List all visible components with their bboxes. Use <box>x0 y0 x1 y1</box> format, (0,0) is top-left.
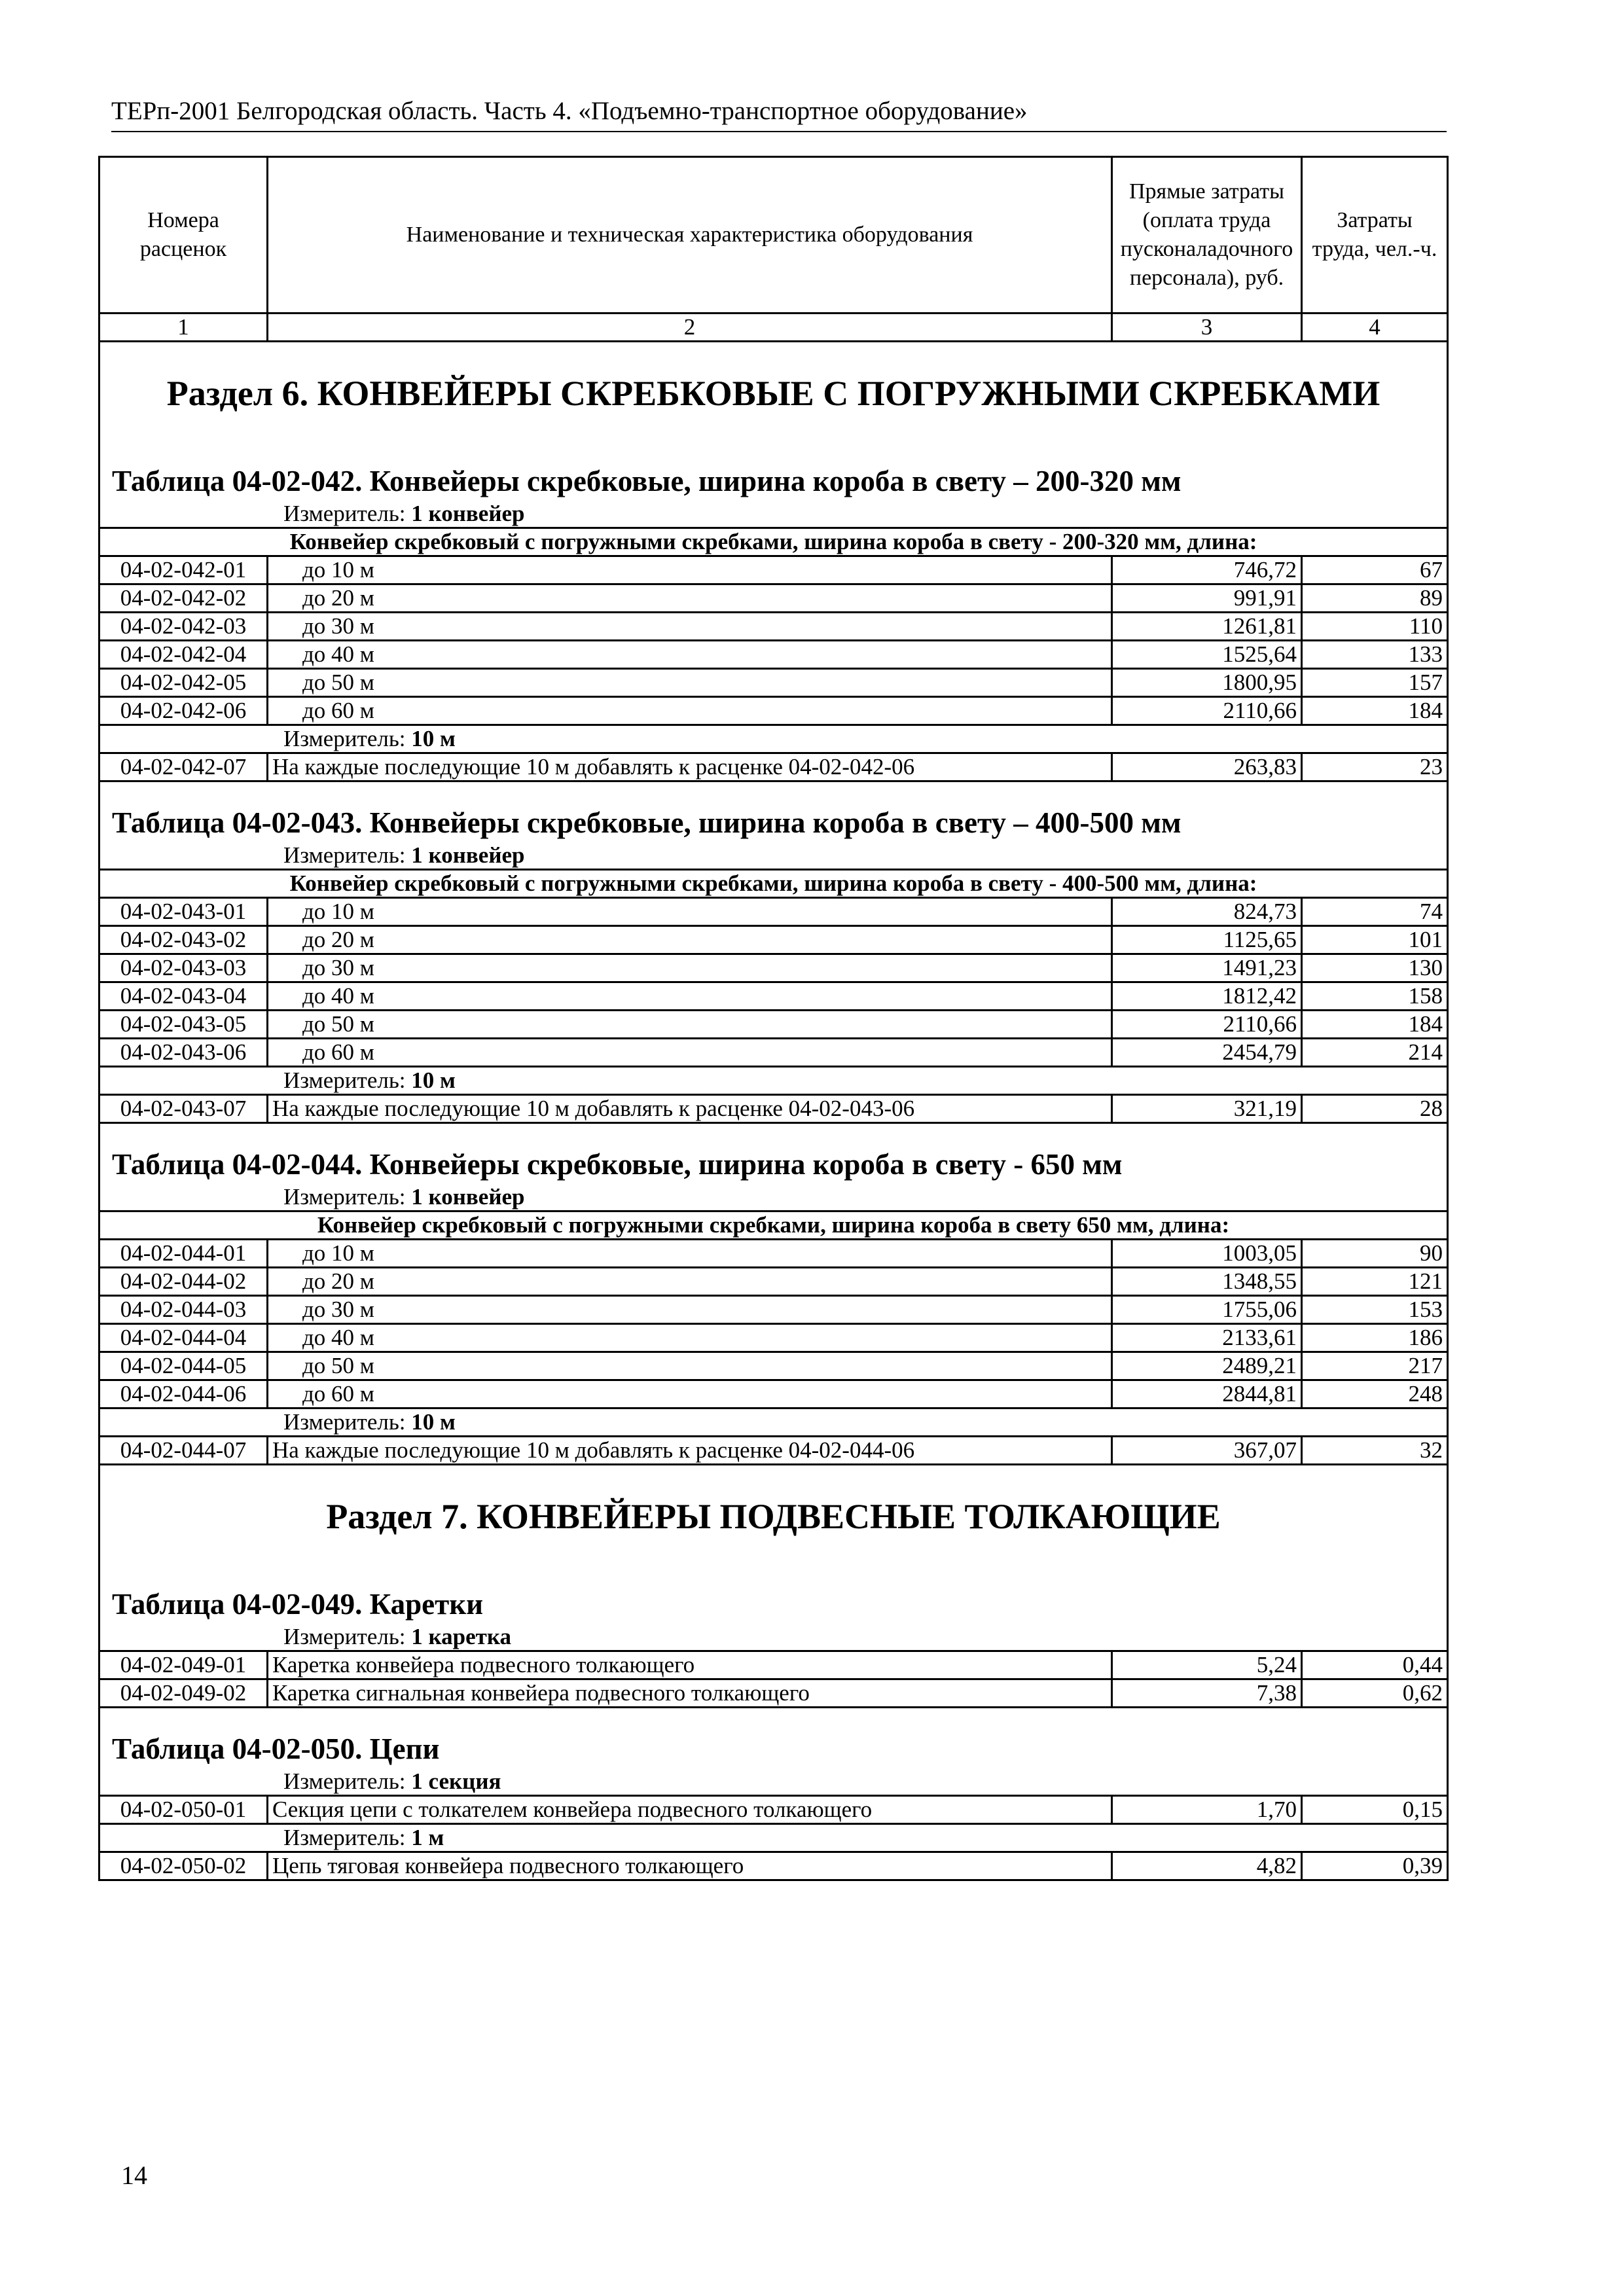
direct-cost: 2133,61 <box>1112 1324 1302 1352</box>
table-bottom-edge <box>99 1880 1448 1882</box>
rate-code: 04-02-050-02 <box>99 1852 268 1880</box>
labor-cost: 74 <box>1302 898 1448 926</box>
direct-cost: 746,72 <box>1112 556 1302 584</box>
table-row <box>99 1095 1448 1123</box>
rate-code: 04-02-043-01 <box>99 898 268 926</box>
equipment-name: На каждые последующие 10 м добавлять к расценке 04-02-042-06 <box>268 753 1112 781</box>
labor-cost: 121 <box>1302 1268 1448 1296</box>
measure <box>99 501 1448 528</box>
equipment-name: до 50 м <box>268 669 1112 697</box>
measure-row <box>99 501 1448 528</box>
measure-value: 10 м <box>411 1067 456 1093</box>
group-subheader: Конвейер скребковый с погружными скребками, ширина короба в свету - 200-320 мм, длина: <box>99 528 1448 556</box>
equipment-name: до 50 м <box>268 1352 1112 1380</box>
equipment-name: Цепь тяговая конвейера подвесного толкающего <box>268 1852 1112 1880</box>
direct-cost: 2844,81 <box>1112 1380 1302 1408</box>
rate-code: 04-02-044-07 <box>99 1437 268 1465</box>
direct-cost: 1,70 <box>1112 1796 1302 1824</box>
rate-code: 04-02-043-03 <box>99 954 268 982</box>
table-row <box>99 1039 1448 1067</box>
direct-cost: 1125,65 <box>1112 926 1302 954</box>
measure-label: Измеритель: <box>283 1825 406 1850</box>
column-number-row <box>99 314 1448 342</box>
table-row <box>99 982 1448 1011</box>
labor-cost: 32 <box>1302 1437 1448 1465</box>
measure-value: 10 м <box>411 1409 456 1435</box>
rate-code: 04-02-043-04 <box>99 982 268 1011</box>
direct-cost: 263,83 <box>1112 753 1302 781</box>
section-title: Раздел 7. КОНВЕЙЕРЫ ПОДВЕСНЫЕ ТОЛКАЮЩИЕ <box>99 1465 1448 1564</box>
column-header: Прямые затраты (оплата труда пусконаладочного персонала), руб. <box>1112 157 1302 314</box>
table-title: Таблица 04-02-049. Каретки <box>99 1564 1448 1624</box>
direct-cost: 1261,81 <box>1112 613 1302 641</box>
direct-cost: 1003,05 <box>1112 1240 1302 1268</box>
rate-code: 04-02-044-05 <box>99 1352 268 1380</box>
labor-cost: 28 <box>1302 1095 1448 1123</box>
labor-cost: 101 <box>1302 926 1448 954</box>
measure <box>99 1408 1448 1437</box>
rate-code: 04-02-042-02 <box>99 584 268 613</box>
table-row <box>99 926 1448 954</box>
equipment-name: до 50 м <box>268 1011 1112 1039</box>
equipment-name: до 60 м <box>268 697 1112 725</box>
table-row <box>99 1352 1448 1380</box>
rate-code: 04-02-043-05 <box>99 1011 268 1039</box>
equipment-name: до 40 м <box>268 982 1112 1011</box>
direct-cost: 1755,06 <box>1112 1296 1302 1324</box>
direct-cost: 1800,95 <box>1112 669 1302 697</box>
measure <box>99 1067 1448 1095</box>
column-header: Наименование и техническая характеристика оборудования <box>268 157 1112 314</box>
measure-value: 1 секция <box>411 1768 501 1794</box>
direct-cost: 367,07 <box>1112 1437 1302 1465</box>
table-title-row <box>99 1708 1448 1769</box>
direct-cost: 4,82 <box>1112 1852 1302 1880</box>
rate-code: 04-02-042-05 <box>99 669 268 697</box>
section-title-row <box>99 1465 1448 1564</box>
header-rule <box>111 131 1447 132</box>
measure-row <box>99 1824 1448 1852</box>
equipment-name: до 30 м <box>268 1296 1112 1324</box>
measure-row <box>99 725 1448 753</box>
rate-code: 04-02-044-06 <box>99 1380 268 1408</box>
equipment-name: На каждые последующие 10 м добавлять к расценке 04-02-044-06 <box>268 1437 1112 1465</box>
table-title: Таблица 04-02-044. Конвейеры скребковые, ширина короба в свету - 650 мм <box>99 1123 1448 1185</box>
measure-row <box>99 1408 1448 1437</box>
labor-cost: 0,15 <box>1302 1796 1448 1824</box>
equipment-name: до 20 м <box>268 584 1112 613</box>
labor-cost: 67 <box>1302 556 1448 584</box>
labor-cost: 186 <box>1302 1324 1448 1352</box>
direct-cost: 1525,64 <box>1112 641 1302 669</box>
labor-cost: 89 <box>1302 584 1448 613</box>
rate-code: 04-02-042-04 <box>99 641 268 669</box>
labor-cost: 214 <box>1302 1039 1448 1067</box>
direct-cost: 2489,21 <box>1112 1352 1302 1380</box>
table-row <box>99 1240 1448 1268</box>
table-row <box>99 584 1448 613</box>
measure <box>99 725 1448 753</box>
table-row <box>99 1296 1448 1324</box>
measure-label: Измеритель: <box>283 501 406 526</box>
labor-cost: 110 <box>1302 613 1448 641</box>
table-row <box>99 1796 1448 1824</box>
group-subheader-row <box>99 870 1448 898</box>
labor-cost: 133 <box>1302 641 1448 669</box>
column-number: 1 <box>99 314 268 342</box>
measure <box>99 1768 1448 1796</box>
table-row <box>99 1011 1448 1039</box>
table-row <box>99 1437 1448 1465</box>
direct-cost: 824,73 <box>1112 898 1302 926</box>
column-number: 2 <box>268 314 1112 342</box>
equipment-name: Каретка конвейера подвесного толкающего <box>268 1651 1112 1679</box>
page-number: 14 <box>121 2161 147 2190</box>
rate-code: 04-02-043-07 <box>99 1095 268 1123</box>
measure-value: 1 каретка <box>411 1624 511 1649</box>
table-row <box>99 613 1448 641</box>
table-row <box>99 954 1448 982</box>
table-title-row <box>99 781 1448 843</box>
rates-table <box>98 156 1449 1881</box>
labor-cost: 0,44 <box>1302 1651 1448 1679</box>
equipment-name: до 40 м <box>268 641 1112 669</box>
equipment-name: до 60 м <box>268 1039 1112 1067</box>
column-number: 3 <box>1112 314 1302 342</box>
direct-cost: 1491,23 <box>1112 954 1302 982</box>
group-subheader: Конвейер скребковый с погружными скребками, ширина короба в свету 650 мм, длина: <box>99 1211 1448 1240</box>
rates-table-body <box>99 157 1448 1882</box>
equipment-name: Секция цепи с толкателем конвейера подвесного толкающего <box>268 1796 1112 1824</box>
section-title-row <box>99 342 1448 441</box>
rate-code: 04-02-049-01 <box>99 1651 268 1679</box>
labor-cost: 217 <box>1302 1352 1448 1380</box>
table-row <box>99 1679 1448 1708</box>
direct-cost: 1348,55 <box>1112 1268 1302 1296</box>
measure <box>99 842 1448 870</box>
measure-value: 1 м <box>411 1825 444 1850</box>
table-end-row <box>99 1880 1448 1882</box>
equipment-name: до 10 м <box>268 556 1112 584</box>
rate-code: 04-02-043-06 <box>99 1039 268 1067</box>
measure-label: Измеритель: <box>283 1067 406 1093</box>
column-header: Номера расценок <box>99 157 268 314</box>
measure-row <box>99 1184 1448 1211</box>
measure <box>99 1624 1448 1651</box>
rate-code: 04-02-042-06 <box>99 697 268 725</box>
direct-cost: 991,91 <box>1112 584 1302 613</box>
measure-value: 10 м <box>411 726 456 751</box>
measure-label: Измеритель: <box>283 1768 406 1794</box>
measure-label: Измеритель: <box>283 1409 406 1435</box>
labor-cost: 158 <box>1302 982 1448 1011</box>
direct-cost: 2110,66 <box>1112 697 1302 725</box>
equipment-name: до 10 м <box>268 1240 1112 1268</box>
direct-cost: 2454,79 <box>1112 1039 1302 1067</box>
rate-code: 04-02-044-01 <box>99 1240 268 1268</box>
direct-cost: 7,38 <box>1112 1679 1302 1708</box>
measure-value: 1 конвейер <box>411 842 525 868</box>
table-row <box>99 669 1448 697</box>
labor-cost: 23 <box>1302 753 1448 781</box>
column-header: Затраты труда, чел.-ч. <box>1302 157 1448 314</box>
labor-cost: 0,62 <box>1302 1679 1448 1708</box>
table-title-row <box>99 1564 1448 1624</box>
equipment-name: до 60 м <box>268 1380 1112 1408</box>
measure-row <box>99 1067 1448 1095</box>
table-row <box>99 1324 1448 1352</box>
equipment-name: до 30 м <box>268 613 1112 641</box>
measure-row <box>99 1624 1448 1651</box>
table-title: Таблица 04-02-042. Конвейеры скребковые, ширина короба в свету – 200-320 мм <box>99 440 1448 501</box>
measure-label: Измеритель: <box>283 1624 406 1649</box>
direct-cost: 321,19 <box>1112 1095 1302 1123</box>
rate-code: 04-02-043-02 <box>99 926 268 954</box>
group-subheader-row <box>99 528 1448 556</box>
labor-cost: 184 <box>1302 1011 1448 1039</box>
measure-value: 1 конвейер <box>411 1184 525 1210</box>
labor-cost: 130 <box>1302 954 1448 982</box>
group-subheader: Конвейер скребковый с погружными скребками, ширина короба в свету - 400-500 мм, длина: <box>99 870 1448 898</box>
table-title: Таблица 04-02-050. Цепи <box>99 1708 1448 1769</box>
rate-code: 04-02-050-01 <box>99 1796 268 1824</box>
table-row <box>99 641 1448 669</box>
equipment-name: до 10 м <box>268 898 1112 926</box>
table-row <box>99 556 1448 584</box>
direct-cost: 1812,42 <box>1112 982 1302 1011</box>
rate-code: 04-02-044-03 <box>99 1296 268 1324</box>
table-title: Таблица 04-02-043. Конвейеры скребковые, ширина короба в свету – 400-500 мм <box>99 781 1448 843</box>
labor-cost: 90 <box>1302 1240 1448 1268</box>
rate-code: 04-02-044-04 <box>99 1324 268 1352</box>
table-title-row <box>99 1123 1448 1185</box>
direct-cost: 5,24 <box>1112 1651 1302 1679</box>
measure-label: Измеритель: <box>283 1184 406 1210</box>
table-row <box>99 697 1448 725</box>
equipment-name: до 30 м <box>268 954 1112 982</box>
equipment-name: Каретка сигнальная конвейера подвесного толкающего <box>268 1679 1112 1708</box>
measure-row <box>99 1768 1448 1796</box>
measure-label: Измеритель: <box>283 842 406 868</box>
equipment-name: до 20 м <box>268 926 1112 954</box>
table-row <box>99 1852 1448 1880</box>
section-title: Раздел 6. КОНВЕЙЕРЫ СКРЕБКОВЫЕ С ПОГРУЖНЫМИ СКРЕБКАМИ <box>99 342 1448 441</box>
rate-code: 04-02-042-03 <box>99 613 268 641</box>
labor-cost: 153 <box>1302 1296 1448 1324</box>
equipment-name: На каждые последующие 10 м добавлять к расценке 04-02-043-06 <box>268 1095 1112 1123</box>
table-row <box>99 1268 1448 1296</box>
rate-code: 04-02-049-02 <box>99 1679 268 1708</box>
direct-cost: 2110,66 <box>1112 1011 1302 1039</box>
table-row <box>99 898 1448 926</box>
table-title-row <box>99 440 1448 501</box>
labor-cost: 248 <box>1302 1380 1448 1408</box>
measure-row <box>99 842 1448 870</box>
group-subheader-row <box>99 1211 1448 1240</box>
column-header-row <box>99 157 1448 314</box>
table-row <box>99 753 1448 781</box>
rate-code: 04-02-042-07 <box>99 753 268 781</box>
measure-label: Измеритель: <box>283 726 406 751</box>
labor-cost: 157 <box>1302 669 1448 697</box>
measure <box>99 1824 1448 1852</box>
column-number: 4 <box>1302 314 1448 342</box>
labor-cost: 0,39 <box>1302 1852 1448 1880</box>
running-header: ТЕРп-2001 Белгородская область. Часть 4. «Подъемно-транспортное оборудование» <box>111 97 1028 125</box>
measure <box>99 1184 1448 1211</box>
labor-cost: 184 <box>1302 697 1448 725</box>
rate-code: 04-02-044-02 <box>99 1268 268 1296</box>
table-row <box>99 1651 1448 1679</box>
rate-code: 04-02-042-01 <box>99 556 268 584</box>
equipment-name: до 20 м <box>268 1268 1112 1296</box>
equipment-name: до 40 м <box>268 1324 1112 1352</box>
table-row <box>99 1380 1448 1408</box>
measure-value: 1 конвейер <box>411 501 525 526</box>
